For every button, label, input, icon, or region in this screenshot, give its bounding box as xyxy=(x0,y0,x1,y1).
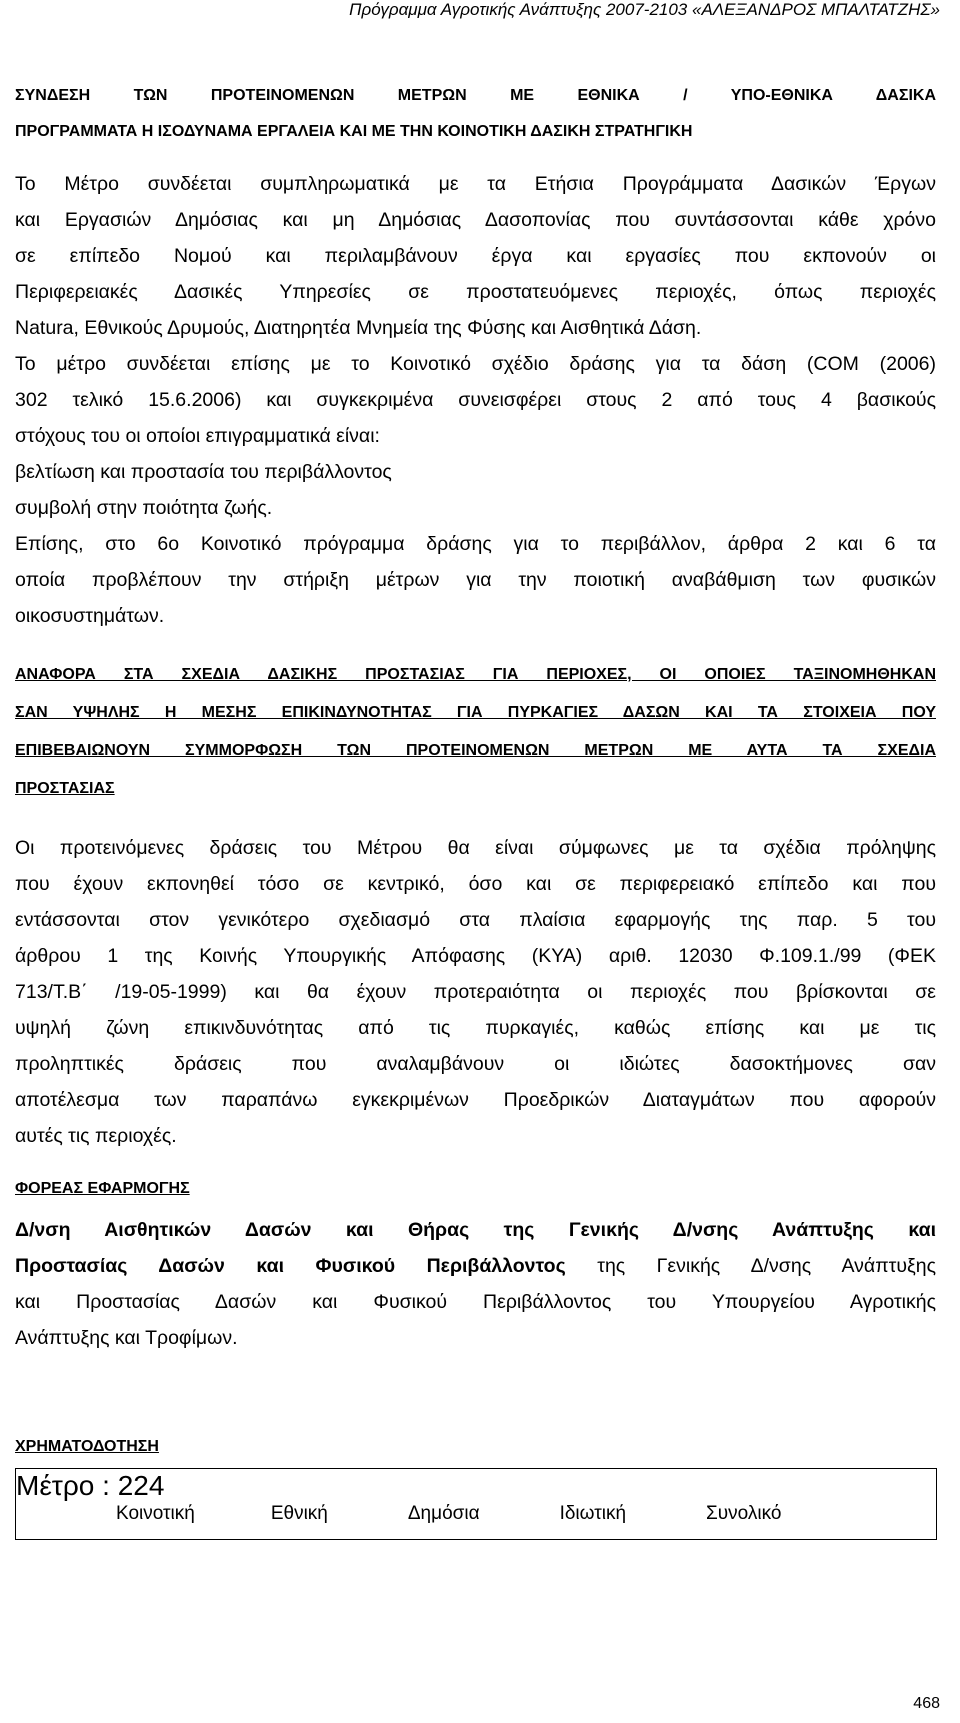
text-line xyxy=(15,1248,936,1284)
column-header: Συνολικό xyxy=(706,1503,782,1524)
text-line: Ανάπτυξης και Τροφίμων. xyxy=(15,1327,238,1349)
text-line: οποία προβλέπουν την στήριξη μέτρων για την ποιοτική αναβάθμιση των φυσικών xyxy=(15,569,936,591)
text-line: Περιφερειακές Δασικές Υπηρεσίες σε προστατευόμενες περιοχές, όπως περιοχές xyxy=(15,281,936,303)
paragraph-implementing-body xyxy=(15,1212,936,1356)
section-heading-line: ΠΡΟΣΤΑΣΙΑΣ xyxy=(15,780,115,797)
text-line: και Προστασίας Δασών και Φυσικού Περιβάλλοντος του Υπουργείου Αγροτικής xyxy=(15,1291,936,1313)
column-headers xyxy=(16,1503,936,1539)
text-line: εντάσσονται στον γενικότερο σχεδιασμό στα πλαίσια εφαρμογής της παρ. 5 του xyxy=(15,909,936,931)
list-item: συμβολή στην ποιότητα ζωής. xyxy=(15,497,273,519)
section-heading-line: ΣΑΝ ΥΨΗΛΗΣ Η ΜΕΣΗΣ ΕΠΙΚΙΝΔΥΝΟΤΗΤΑΣ ΓΙΑ ΠΥΡΚΑΓΙΕΣ ΔΑΣΩΝ ΚΑΙ ΤΑ ΣΤΟΙΧΕΙΑ ΠΟΥ xyxy=(15,704,936,721)
paragraph-measure-link xyxy=(15,166,936,346)
text-line: αποτέλεσμα των παραπάνω εγκεκριμένων Προεδρικών Διαταγμάτων που αφορούν xyxy=(15,1089,936,1111)
page-number: 468 xyxy=(913,1695,940,1712)
list-item: βελτίωση και προστασία του περιβάλλοντος xyxy=(15,461,392,483)
section-heading-xrimatodotisi: ΧΡΗΜΑΤΟΔΟΤΗΣΗ xyxy=(15,1438,159,1455)
text-line: οικοσυστημάτων. xyxy=(15,605,165,627)
financing-table xyxy=(15,1468,937,1540)
text-line: άρθρου 1 της Κοινής Υπουργικής Απόφασης (ΚΥΑ) αριθ. 12030 Φ.109.1./99 (ΦΕΚ xyxy=(15,945,936,967)
text-line: Δ/νση Αισθητικών Δασών και Θήρας της Γενικής Δ/νσης Ανάπτυξης και xyxy=(15,1219,936,1241)
text-line: 713/Τ.Β΄ /19-05-1999) και θα έχουν προτεραιότητα οι περιοχές που βρίσκονται σε xyxy=(15,981,936,1003)
text-line: προληπτικές δράσεις που αναλαμβάνουν οι ιδιώτες δασοκτήμονες σαν xyxy=(15,1053,936,1075)
text-line: αυτές τις περιοχές. xyxy=(15,1125,177,1147)
column-header: Δημόσια xyxy=(407,1503,480,1524)
paragraph-action-plan xyxy=(15,346,936,526)
column-header: Κοινοτική xyxy=(116,1503,195,1524)
text-bold-span: Προστασίας Δασών και Φυσικού Περιβάλλοντος xyxy=(15,1255,566,1277)
column-header: Ιδιωτική xyxy=(559,1503,627,1524)
section-heading-line: ΕΠΙΒΕΒΑΙΩΝΟΥΝ ΣΥΜΜΟΡΦΩΣΗ ΤΩΝ ΠΡΟΤΕΙΝΟΜΕΝΩΝ ΜΕΤΡΩΝ ΜΕ ΑΥΤΑ ΤΑ ΣΧΕΔΙΑ xyxy=(15,742,936,759)
text-line: και Εργασιών Δημόσιας και μη Δημόσιας Δασοπονίας που συντάσσονται κάθε χρόνο xyxy=(15,209,936,231)
section-heading-line: ΣΥΝΔΕΣΗ ΤΩΝ ΠΡΟΤΕΙΝΟΜΕΝΩΝ ΜΕΤΡΩΝ ΜΕ ΕΘΝΙΚΑ / ΥΠΟ-ΕΘΝΙΚΑ ΔΑΣΙΚΑ xyxy=(15,87,936,104)
text-line: 302 τελικό 15.6.2006) και συγκεκριμένα συνεισφέρει στους 2 από τους 4 βασικούς xyxy=(15,389,936,411)
section-heading-line: ΑΝΑΦΟΡΑ ΣΤΑ ΣΧΕΔΙΑ ΔΑΣΙΚΗΣ ΠΡΟΣΤΑΣΙΑΣ ΓΙΑ ΠΕΡΙΟΧΕΣ, ΟΙ ΟΠΟΙΕΣ ΤΑΞΙΝΟΜΗΘΗΚΑΝ xyxy=(15,666,936,683)
column-header: Εθνική xyxy=(270,1503,328,1524)
paragraph-prevention-plans xyxy=(15,830,936,1154)
text-line: Το μέτρο συνδέεται επίσης με το Κοινοτικό σχέδιο δράσης για τα δάση (COM (2006) xyxy=(15,353,936,375)
text-line: Natura, Εθνικούς Δρυμούς, Διατηρητέα Μνημεία της Φύσης και Αισθητικά Δάση. xyxy=(15,317,702,339)
measure-title: Μέτρο : 224 xyxy=(16,1470,165,1501)
section-heading-anafora xyxy=(15,656,936,808)
page-content xyxy=(15,78,936,1540)
text-line: Το Μέτρο συνδέεται συμπληρωματικά με τα Ετήσια Προγράμματα Δασικών Έργων xyxy=(15,173,936,195)
column-headers-cell xyxy=(16,1503,937,1540)
section-heading-synd xyxy=(15,78,936,150)
running-header: Πρόγραμμα Αγροτικής Ανάπτυξης 2007-2103 «ΑΛΕΞΑΝΔΡΟΣ ΜΠΑΛΤΑΤΖΗΣ» xyxy=(349,0,940,19)
text-line: Επίσης, στο 6ο Κοινοτικό πρόγραμμα δράσης για το περιβάλλον, άρθρα 2 και 6 τα xyxy=(15,533,936,555)
text-line: Οι προτεινόμενες δράσεις του Μέτρου θα είναι σύμφωνες με τα σχέδια πρόληψης xyxy=(15,837,936,859)
text-line: στόχους του οι οποίοι επιγραμματικά είναι: xyxy=(15,425,380,447)
text-line: που έχουν εκπονηθεί τόσο σε κεντρικό, όσο και σε περιφερειακό επίπεδο και που xyxy=(15,873,936,895)
paragraph-env-programme xyxy=(15,526,936,634)
text-line: υψηλή ζώνη επικινδυνότητας από τις πυρκαγιές, καθώς επίσης και με τις xyxy=(15,1017,936,1039)
text-line: σε επίπεδο Νομού και περιλαμβάνουν έργα και εργασίες που εκπονούν οι xyxy=(15,245,936,267)
section-heading-line: ΠΡΟΓΡΑΜΜΑΤΑ Η ΙΣΟΔΥΝΑΜΑ ΕΡΓΑΛΕΙΑ ΚΑΙ ΜΕ ΤΗΝ ΚΟΙΝΟΤΙΚΗ ΔΑΣΙΚΗ ΣΤΡΑΤΗΓΙΚΗ xyxy=(15,123,693,140)
text-span: της Γενικής Δ/νσης Ανάπτυξης xyxy=(565,1255,936,1277)
section-heading-foreas: ΦΟΡΕΑΣ ΕΦΑΡΜΟΓΗΣ xyxy=(15,1180,190,1197)
